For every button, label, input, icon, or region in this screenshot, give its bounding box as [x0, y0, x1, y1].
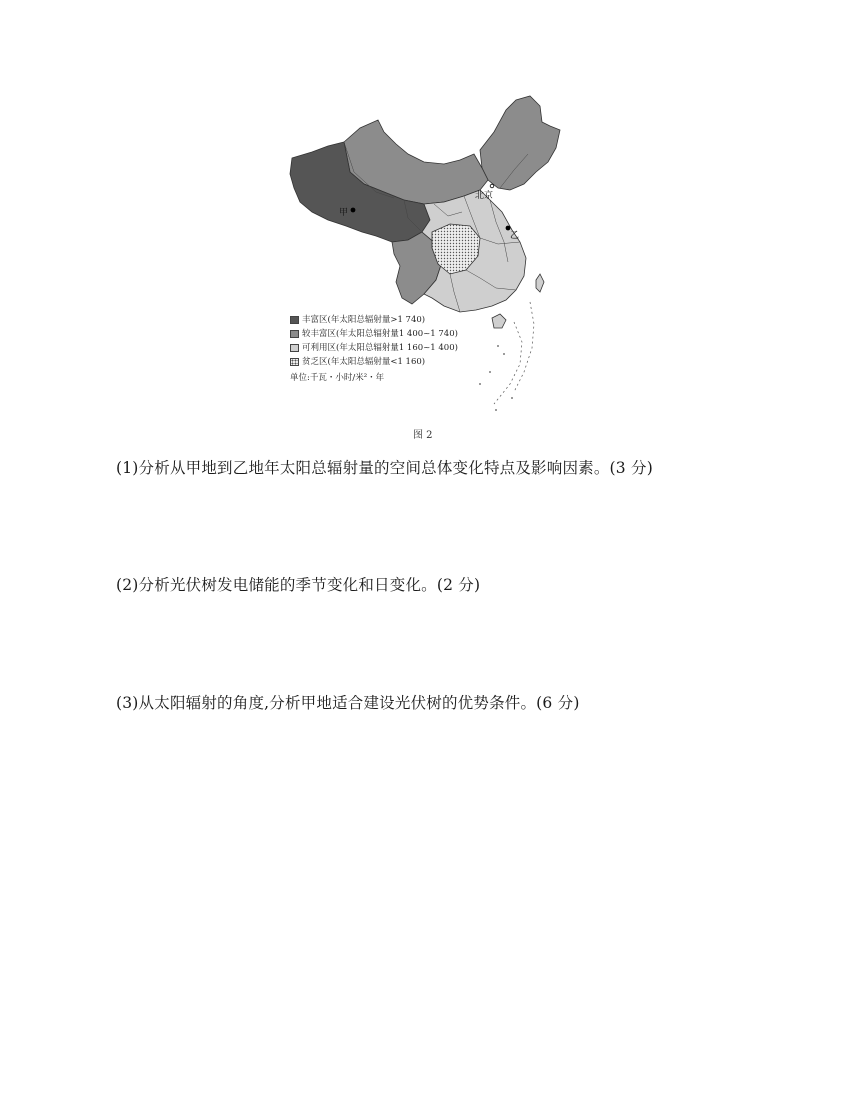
question-2: (2)分析光伏树发电储能的季节变化和日变化。(2 分)	[116, 576, 481, 594]
figure-caption: 图 2	[413, 430, 433, 441]
jia-label: 甲	[339, 208, 349, 218]
map-legend	[290, 313, 458, 385]
legend-item-usable	[290, 341, 458, 355]
region-hainan	[492, 314, 506, 328]
legend-unit: 单位:千瓦・小时/米²・年	[290, 373, 385, 383]
legend-label: 较丰富区(年太阳总辐射量1 400~1 740)	[302, 329, 458, 339]
legend-label: 丰富区(年太阳总辐射量>1 740)	[302, 315, 426, 325]
legend-swatch	[290, 330, 299, 338]
question-1: (1)分析从甲地到乙地年太阳总辐射量的空间总体变化特点及影响因素。(3 分)	[116, 459, 653, 477]
question-3: (3)从太阳辐射的角度,分析甲地适合建设光伏树的优势条件。(6 分)	[116, 694, 580, 712]
legend-item-rich	[290, 313, 458, 327]
jia-marker	[351, 208, 356, 213]
legend-label: 贫乏区(年太阳总辐射量<1 160)	[302, 357, 426, 367]
legend-label: 可利用区(年太阳总辐射量1 160~1 400)	[302, 343, 458, 353]
legend-swatch	[290, 344, 299, 352]
legend-item-richer	[290, 327, 458, 341]
yi-label: 乙	[510, 231, 520, 241]
region-northeast	[480, 96, 560, 190]
beijing-label: 北京	[475, 191, 494, 201]
legend-item-poor	[290, 355, 458, 369]
legend-swatch	[290, 358, 299, 366]
legend-swatch	[290, 316, 299, 324]
island-dots	[479, 345, 513, 411]
region-taiwan	[536, 274, 544, 292]
